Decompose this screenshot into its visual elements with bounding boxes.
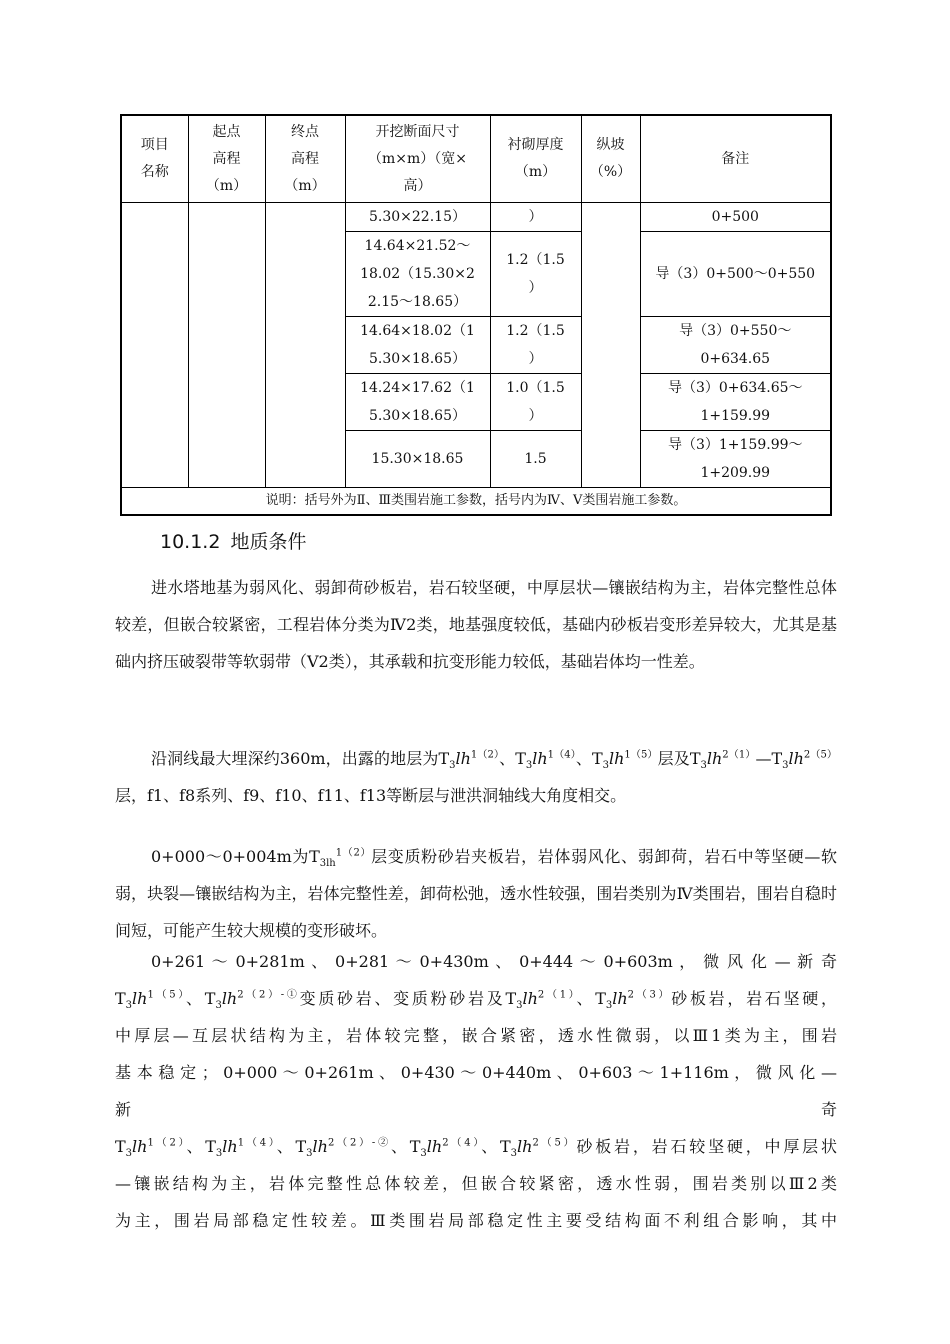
section-title: 地质条件 (230, 531, 307, 553)
section-size-cell: 15.30×18.65 (345, 431, 490, 488)
paragraph-foundation: 进水塔地基为弱风化、弱卸荷砂板岩，岩石较坚硬，中厚层状—镶嵌结构为主，岩体完整性总体较差，但嵌合较紧密，工程岩体分类为Ⅳ2类，地基强度较低，基础内砂板岩变形差异较大，尤其是基础内挤压破裂带等软弱带（Ⅴ2类），其承载和抗变形能力较低，基础岩体均一性差。 (115, 578, 837, 671)
header-cell-slope: 纵坡 （%） (581, 115, 640, 203)
lining-cell: 1.5 (490, 431, 581, 488)
table-note-row (121, 488, 831, 516)
remark-cell: 0+500 (640, 203, 831, 232)
table-note: 说明：括号外为Ⅱ、Ⅲ类围岩施工参数，括号内为Ⅳ、Ⅴ类围岩施工参数。 (121, 488, 831, 516)
item-name-cell (121, 203, 188, 488)
section-number: 10.1.2 (160, 531, 221, 553)
header-cell-section-size: 开挖断面尺寸 （m×m）（宽× 高） (345, 115, 490, 203)
table-header-row (121, 115, 831, 203)
paragraph-section-0000: 0+000～0+004m为$T_{3lh}^{1(2)}$层变质粉砂岩夹板岩，岩体弱风化、弱卸荷，岩石中等坚硬—软弱，块裂—镶嵌结构为主，岩体完整性差，卸荷松弛，透水性较强，围岩类别为Ⅳ类围岩，围岩自稳时间短，可能产生较大规模的变形破坏。 (115, 847, 837, 940)
header-cell-remark: 备注 (640, 115, 831, 203)
section-size-cell: 14.24×17.62（1 5.30×18.65） (345, 374, 490, 431)
table-row (121, 203, 831, 232)
lining-cell: 1.2（1.5 ） (490, 232, 581, 317)
section-heading (160, 527, 306, 554)
lining-cell: 1.2（1.5 ） (490, 317, 581, 374)
paragraph-surrounding-rock: 0+261 ～ 0+281m 、 0+281 ～ 0+430m 、 0+444 ～ 0+603m ， 微 风 化 — 新 奇 $T_3lh^{1(5)}$、$T_3lh^{2(2)-①}$变质砂岩、变质粉砂岩及$T_3lh^{2(1)}$、$T_3lh^{2(3)}$砂板岩，岩石坚硬， 中厚层—互层状结构为主，岩体较完整，嵌合紧密，透水性微弱，以Ⅲ1类为主，围岩 基 本 稳 定 ； 0+000 ～ 0+261m 、 0+430 ～ 0+440m 、 0+603 ～ 1+116m ， 微 风 化 — 新 奇 $T_3lh^{1(2)}$、$T_3lh^{1(4)}$、$T_3lh^{2(2)-②}$、$T_3lh^{2(4)}$、$T_3lh^{2(5)}$砂板岩，岩石较坚硬，中厚层状 —镶嵌结构为主，岩体完整性总体较差，但嵌合较紧密，透水性弱，围岩类别以Ⅲ2类 为主，围岩局部稳定性较差。Ⅲ类围岩局部稳定性主要受结构面不利组合影响，其中 (115, 952, 837, 1230)
remark-cell: 导（3）0+634.65～ 1+159.99 (640, 374, 831, 431)
lining-cell: 1.0（1.5 ） (490, 374, 581, 431)
remark-cell: 导（3）0+550～ 0+634.65 (640, 317, 831, 374)
slope-cell (581, 203, 640, 488)
section-size-cell: 5.30×22.15） (345, 203, 490, 232)
remark-cell: 导（3）1+159.99～ 1+209.99 (640, 431, 831, 488)
construction-parameter-table (120, 114, 832, 516)
paragraph-strata: 沿洞线最大埋深约360m，出露的地层为$T_3lh^{1(2)}$、$T_3lh^{1(4)}$、$T_3lh^{1(5)}$层及$T_3lh^{2(1)}—T_3lh^{2(5)}$层，f1、f8系列、f9、f10、f11、f13等断层与泄洪洞轴线大角度相交。 (115, 749, 837, 805)
remark-cell: 导（3）0+500～0+550 (640, 232, 831, 317)
start-elevation-cell (188, 203, 265, 488)
header-cell-end-elevation: 终点 高程 （m） (265, 115, 345, 203)
section-size-cell: 14.64×18.02（1 5.30×18.65） (345, 317, 490, 374)
header-cell-lining-thickness: 衬砌厚度 （m） (490, 115, 581, 203)
section-size-cell: 14.64×21.52～ 18.02（15.30×2 2.15～18.65） (345, 232, 490, 317)
lining-cell: ） (490, 203, 581, 232)
header-cell-start-elevation: 起点 高程 （m） (188, 115, 265, 203)
end-elevation-cell (265, 203, 345, 488)
header-cell-item-name: 项目 名称 (121, 115, 188, 203)
